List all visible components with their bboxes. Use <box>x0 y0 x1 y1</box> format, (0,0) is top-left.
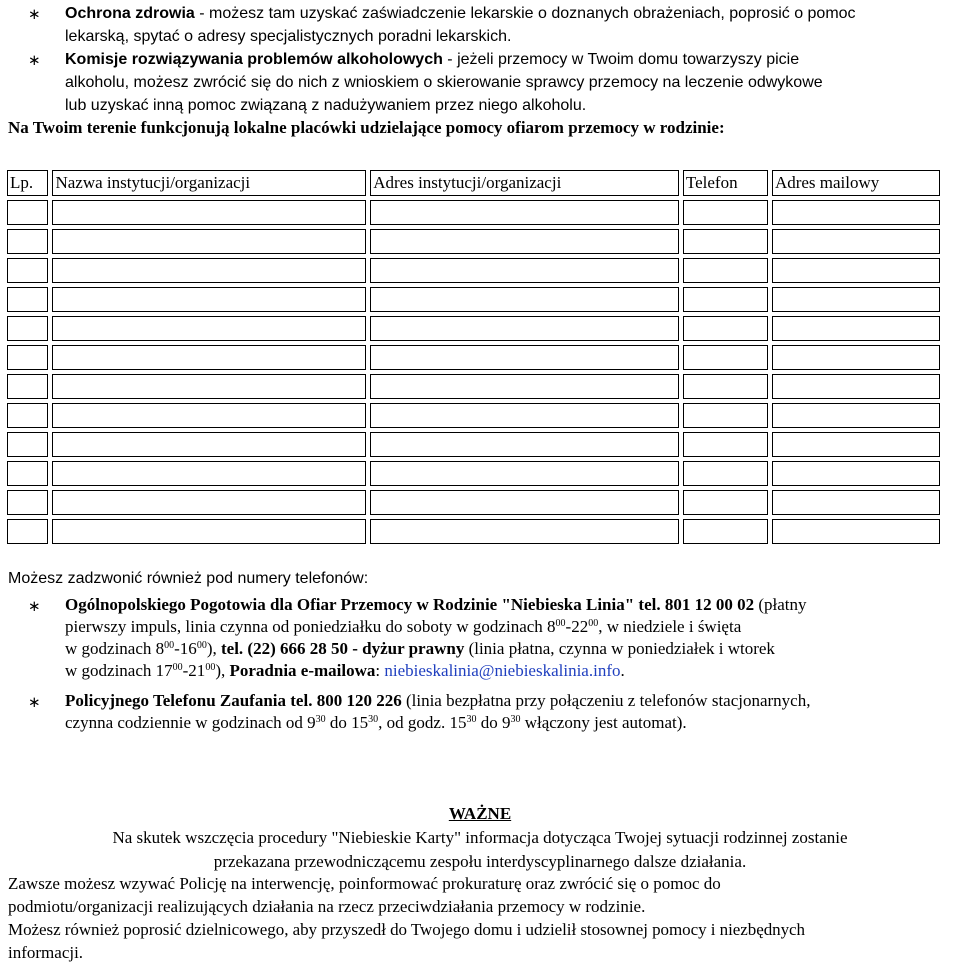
institutions-table <box>3 166 944 548</box>
table-cell[interactable] <box>52 229 366 254</box>
text-span: (linia bezpłatna przy połączeniu z telefonów stacjonarnych, <box>401 691 811 710</box>
table-cell[interactable] <box>52 490 366 515</box>
table-cell[interactable] <box>7 287 48 312</box>
text-span: do 9 <box>476 713 511 732</box>
bullet-line: alkoholu, możesz zwrócić się do nich z wnioskiem o skierowanie sprawcy przemocy na leczenie odwykowe <box>65 74 823 91</box>
text-span: -16 <box>174 639 197 658</box>
table-cell[interactable] <box>7 461 48 486</box>
important-line: przekazana przewodniczącemu zespołu interdyscyplinarnego dalsze działania. <box>213 852 747 871</box>
text-span: (linia płatna, czynna w poniedziałek i wtorek <box>464 639 775 658</box>
table-row <box>7 490 940 515</box>
table-cell[interactable] <box>52 345 366 370</box>
text-span: włączony jest automat). <box>520 713 687 732</box>
table-cell[interactable] <box>772 316 940 341</box>
bullet-text <box>65 690 952 734</box>
table-cell[interactable] <box>683 200 768 225</box>
bullet-text <box>65 594 952 682</box>
important-line: Na skutek wszczęcia procedury "Niebieskie Karty" informacja dotycząca Twojej sytuacji rodzinnej zostanie <box>112 828 848 847</box>
closing-line: Możesz również poprosić dzielnicowego, aby przyszedł do Twojego domu i udzielił stosownej pomocy i niezbędnych <box>8 920 805 939</box>
important-notice <box>0 802 960 874</box>
table-cell[interactable] <box>7 403 48 428</box>
table-cell[interactable] <box>772 200 940 225</box>
legal-duty-phone: tel. (22) 666 28 50 - dyżur prawny <box>220 639 465 658</box>
text-span: : <box>375 661 385 680</box>
superscript: 30 <box>466 714 477 725</box>
table-cell[interactable] <box>683 403 768 428</box>
table-header-row <box>7 170 940 196</box>
table-cell[interactable] <box>370 229 679 254</box>
table-cell[interactable] <box>370 258 679 283</box>
table-cell[interactable] <box>683 461 768 486</box>
superscript: 00 <box>172 662 183 673</box>
table-cell[interactable] <box>370 316 679 341</box>
text-span: , od godz. 15 <box>378 713 467 732</box>
table-cell[interactable] <box>370 200 679 225</box>
table-cell[interactable] <box>370 461 679 486</box>
text-span: w godzinach 17 <box>65 661 173 680</box>
closing-line: informacji. <box>8 943 84 962</box>
superscript: 00 <box>164 640 175 651</box>
table-cell[interactable] <box>7 316 48 341</box>
table-cell[interactable] <box>772 345 940 370</box>
closing-line: podmiotu/organizacji realizujących działania na rzecz przeciwdziałania przemocy w rodzinie. <box>8 897 646 916</box>
table-cell[interactable] <box>52 374 366 399</box>
table-cell[interactable] <box>683 258 768 283</box>
header-lp: Lp. <box>7 170 48 196</box>
table-cell[interactable] <box>772 229 940 254</box>
text-span: (płatny <box>754 595 807 614</box>
table-cell[interactable] <box>7 519 48 544</box>
table-row <box>7 258 940 283</box>
table-cell[interactable] <box>772 519 940 544</box>
text-span: , w niedziele i święta <box>598 617 742 636</box>
table-cell[interactable] <box>370 287 679 312</box>
table-cell[interactable] <box>52 258 366 283</box>
bullet-line: lekarską, spytać o adresy specjalistycznych poradni lekarskich. <box>65 28 512 45</box>
table-row <box>7 403 940 428</box>
bullet-text <box>65 48 952 117</box>
table-cell[interactable] <box>7 432 48 457</box>
table-row <box>7 316 940 341</box>
table-cell[interactable] <box>772 432 940 457</box>
header-email: Adres mailowy <box>772 170 940 196</box>
closing-line: Zawsze możesz wzywać Policję na interwencję, poinformować prokuraturę oraz zwrócić się o pomoc do <box>8 874 721 893</box>
table-cell[interactable] <box>370 403 679 428</box>
table-row <box>7 461 940 486</box>
header-name: Nazwa instytucji/organizacji <box>52 170 366 196</box>
bullet-star-icon: ∗ <box>28 694 41 711</box>
closing-paragraph <box>8 872 954 964</box>
table-cell[interactable] <box>683 316 768 341</box>
table-cell[interactable] <box>52 432 366 457</box>
table-cell[interactable] <box>7 229 48 254</box>
table-cell[interactable] <box>52 200 366 225</box>
table-cell[interactable] <box>772 258 940 283</box>
table-row <box>7 432 940 457</box>
table-cell[interactable] <box>772 403 940 428</box>
table-cell[interactable] <box>52 461 366 486</box>
table-cell[interactable] <box>370 345 679 370</box>
table-cell[interactable] <box>370 432 679 457</box>
policyjny-telefon-name: Policyjnego Telefonu Zaufania tel. 800 120 226 <box>65 691 402 710</box>
superscript: 30 <box>368 714 379 725</box>
table-cell[interactable] <box>370 490 679 515</box>
superscript: 30 <box>510 714 521 725</box>
table-cell[interactable] <box>772 461 940 486</box>
header-phone: Telefon <box>683 170 768 196</box>
text-span: . <box>620 661 625 680</box>
table-cell[interactable] <box>7 345 48 370</box>
text-span: -21 <box>182 661 206 680</box>
table-cell[interactable] <box>772 287 940 312</box>
table-cell[interactable] <box>52 287 366 312</box>
bullet-star-icon: ∗ <box>28 6 41 23</box>
table-cell[interactable] <box>7 200 48 225</box>
table-row <box>7 287 940 312</box>
table-cell[interactable] <box>52 519 366 544</box>
table-cell[interactable] <box>370 374 679 399</box>
table-cell[interactable] <box>7 258 48 283</box>
table-cell[interactable] <box>683 432 768 457</box>
local-institutions-heading: Na Twoim terenie funkcjonują lokalne placówki udzielające pomocy ofiarom przemocy w rodzinie: <box>8 118 725 137</box>
table-cell[interactable] <box>52 316 366 341</box>
email-link[interactable]: niebieskalinia@niebieskalinia.info <box>384 661 621 680</box>
table-cell[interactable] <box>683 229 768 254</box>
superscript: 00 <box>205 662 216 673</box>
text-span: pierwszy impuls, linia czynna od poniedziałku do soboty w godzinach 8 <box>65 617 556 636</box>
text-span: -22 <box>565 617 589 636</box>
table-cell[interactable] <box>683 287 768 312</box>
table-row <box>7 229 940 254</box>
text-span: czynna codziennie w godzinach od 9 <box>65 713 316 732</box>
table-row <box>7 519 940 544</box>
bullet-title: Ochrona zdrowia <box>65 5 195 22</box>
table-cell[interactable] <box>683 490 768 515</box>
table-cell[interactable] <box>52 403 366 428</box>
superscript: 00 <box>196 640 207 651</box>
bullet-title: Komisje rozwiązywania problemów alkoholowych <box>65 51 443 68</box>
text-span: do 15 <box>325 713 369 732</box>
table-cell[interactable] <box>683 345 768 370</box>
table-row <box>7 200 940 225</box>
phones-intro: Możesz zadzwonić również pod numery telefonów: <box>8 570 369 587</box>
bullet-line: lub uzyskać inną pomoc związaną z nadużywaniem przez niego alkoholu. <box>65 97 587 114</box>
important-title: WAŻNE <box>448 804 512 823</box>
header-address: Adres instytucji/organizacji <box>370 170 679 196</box>
bullet-star-icon: ∗ <box>28 598 41 615</box>
text-span: ), <box>206 639 221 658</box>
table-body <box>7 200 940 544</box>
text-span: w godzinach 8 <box>65 639 165 658</box>
table-cell[interactable] <box>7 374 48 399</box>
table-cell[interactable] <box>683 374 768 399</box>
email-counseling-label: Poradnia e-mailowa <box>229 661 376 680</box>
bullet-line: - możesz tam uzyskać zaświadczenie lekarskie o doznanych obrażeniach, poprosić o pomoc <box>194 5 856 22</box>
table-row <box>7 374 940 399</box>
bullet-text <box>65 2 952 48</box>
table-cell[interactable] <box>370 519 679 544</box>
table-cell[interactable] <box>683 519 768 544</box>
superscript: 00 <box>588 618 599 629</box>
superscript: 30 <box>315 714 326 725</box>
table-cell[interactable] <box>772 490 940 515</box>
bullet-star-icon: ∗ <box>28 52 41 69</box>
bullet-line: - jeżeli przemocy w Twoim domu towarzyszy picie <box>442 51 800 68</box>
table-cell[interactable] <box>7 490 48 515</box>
superscript: 00 <box>555 618 566 629</box>
text-span: ), <box>215 661 230 680</box>
niebieska-linia-name: Ogólnopolskiego Pogotowia dla Ofiar Przemocy w Rodzinie "Niebieska Linia" tel. 801 12 00 02 <box>65 595 755 614</box>
table-cell[interactable] <box>772 374 940 399</box>
table-row <box>7 345 940 370</box>
